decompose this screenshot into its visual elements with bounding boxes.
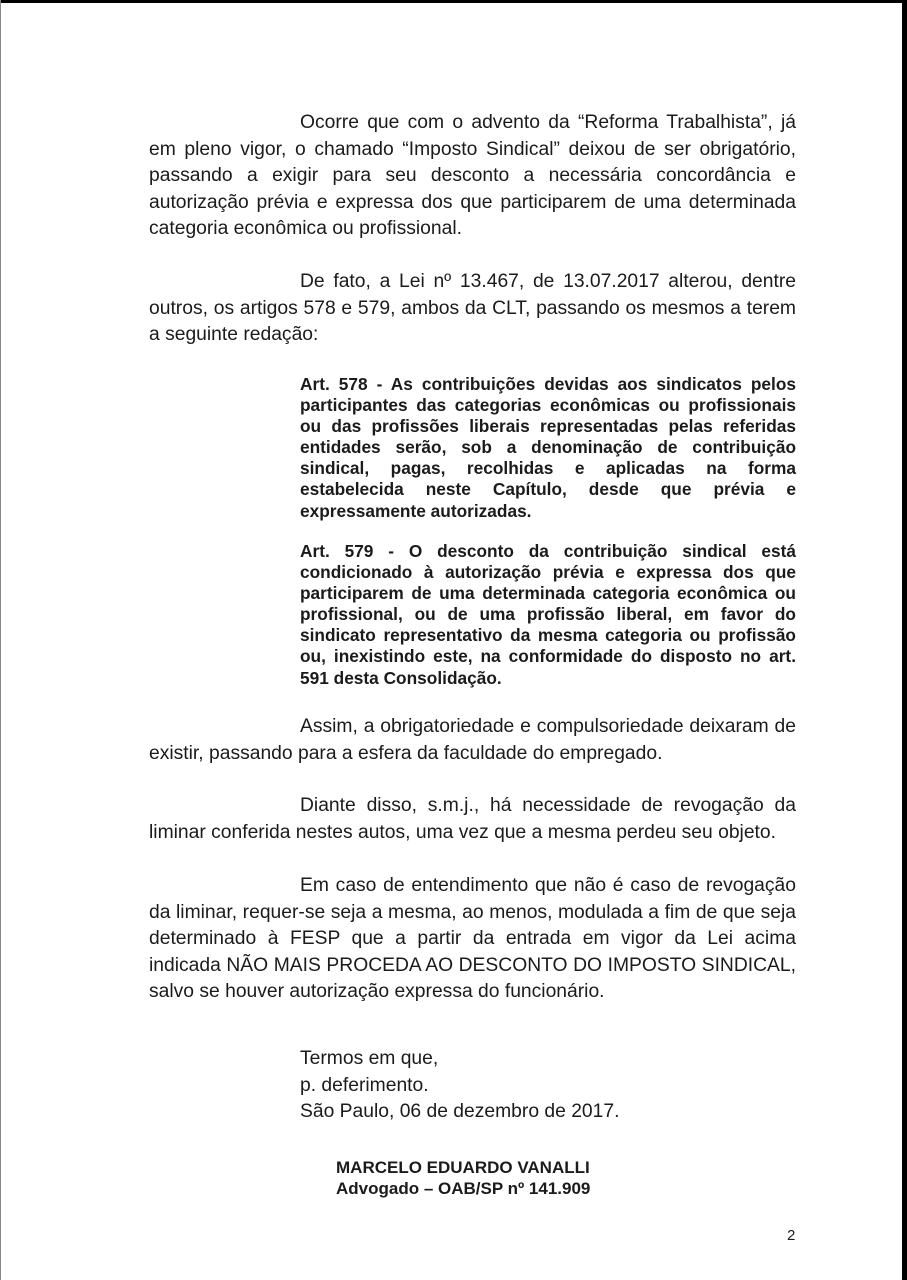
paragraph-assim: Assim, a obrigatoriedade e compulsoriedade deixaram de existir, passando para a esfera da faculdade do empregado. [149, 716, 796, 764]
quote-art-579: Art. 579 - O desconto da contribuição sindical está condicionado à autorização prévia e expressa dos que participarem de uma determinada categoria econômica ou profissional, ou de uma profissão liberal, em favor do sindicato representativo da mesma categoria ou profissão ou, inexistindo este, na conformidade do disposto no art. 591 desta Consolidação. [300, 541, 796, 688]
closing-line: Termos em que, [300, 1048, 439, 1069]
paragraph-reforma: Ocorre que com o advento da “Reforma Trabalhista”, já em pleno vigor, o chamado “Imposto Sindical” deixou de ser obrigatório, passando a exigir para seu desconto a necessária concordância e autorização prévia e expressa dos que participarem de uma determinada categoria econômica ou profissional. [149, 112, 796, 240]
signature-name: MARCELO EDUARDO VANALLI [336, 1158, 590, 1177]
paragraph-pedido: Em caso de entendimento que não é caso de revogação da liminar, requer-se seja a mesma, ao menos, modulada a fim de que seja determinado à FESP que a partir da entrada em vigor da Lei acima indicada NÃO MAIS PROCEDA AO DESCONTO DO IMPOSTO SINDICAL, salvo se houver autorização expressa do funcionário. [149, 875, 796, 1003]
paragraph-diante: Diante disso, s.m.j., há necessidade de revogação da liminar conferida nestes autos, uma vez que a mesma perdeu seu objeto. [149, 795, 796, 843]
paragraph-lei: De fato, a Lei nº 13.467, de 13.07.2017 alterou, dentre outros, os artigos 578 e 579, ambos da CLT, passando os mesmos a terem a seguinte redação: [149, 271, 796, 346]
page-number: 2 [787, 1227, 796, 1244]
page-frame-left [0, 0, 1, 1280]
signature-title: Advogado – OAB/SP nº 141.909 [336, 1179, 591, 1198]
closing-date: São Paulo, 06 de dezembro de 2017. [300, 1101, 620, 1123]
page-frame-top [0, 0, 907, 3]
quote-art-578: Art. 578 - As contribuições devidas aos sindicatos pelos participantes das categorias econômicas ou profissionais ou das profissões liberais representadas pelas referidas entidades serão, sob a denominação de contribuição sindical, pagas, recolhidas e aplicadas na forma estabelecida neste Capítulo, desde que prévia e expressamente autorizadas. [300, 374, 796, 521]
closing-block [300, 1046, 619, 1126]
signature-block [336, 1157, 590, 1199]
page-frame-right [902, 0, 907, 1280]
closing-line: p. deferimento. [300, 1074, 429, 1096]
